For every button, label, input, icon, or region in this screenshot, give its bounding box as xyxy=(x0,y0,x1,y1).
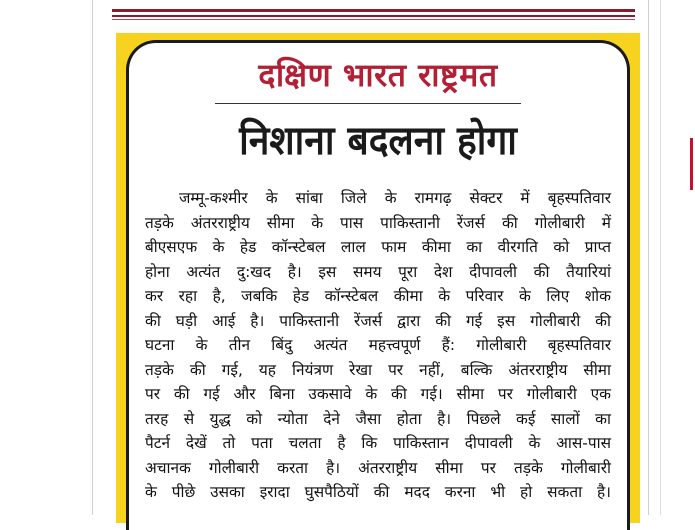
article-line: बीएसएफ के हेड कॉन्स्टेबल लाल फाम कीमा का वीरगति को प्राप्त xyxy=(145,238,611,256)
masthead-underline xyxy=(215,103,521,104)
article-line: की घड़ी आई है। पाकिस्तानी रेंजर्स द्वारा की गई इस गोलीबारी की xyxy=(145,311,611,330)
article-line: होना अत्यंत दु:खद है। इस समय पूरा देश दीपावली की तैयारियां xyxy=(145,262,611,281)
article-body xyxy=(145,186,611,505)
article-line: घटना के तीन बिंदु अत्यंत महत्त्वपूर्ण हैं: गोलीबारी बृहस्पतिवार xyxy=(145,336,611,354)
adjacent-column-accent xyxy=(690,138,693,190)
top-rule xyxy=(112,15,635,17)
top-rule xyxy=(112,9,635,12)
editorial-card xyxy=(126,40,630,530)
article-line: तड़के अंतरराष्ट्रीय सीमा के पास पाकिस्तानी रेंजर्स की गोलीबारी में xyxy=(145,213,611,232)
top-rule xyxy=(112,19,635,20)
article-line: अचानक गोलीबारी करता है। अंतरराष्ट्रीय सीमा पर तड़के गोलीबारी xyxy=(145,458,611,477)
headline: निशाना बदलना होगा xyxy=(239,118,517,164)
column-divider-left xyxy=(92,0,93,515)
article-line: के पीछे उसका इरादा घुसपैठियों की मदद करना भी हो सकता है। xyxy=(145,483,611,501)
column-divider-right xyxy=(648,0,649,515)
article-line: तड़के की गई, यह नियंत्रण रेखा पर नहीं, बल्कि अंतरराष्ट्रीय सीमा xyxy=(145,360,611,379)
masthead: दक्षिण भारत राष्ट्रमत xyxy=(258,56,498,94)
article-line: कर रहा है, जबकि हेड कॉन्स्टेबल कीमा के परिवार के लिए शोक xyxy=(145,287,611,305)
article-line: जम्मू-कश्मीर के सांबा जिले के रामगढ़ सेक्टर में बृहस्पतिवार xyxy=(179,189,611,207)
article-line: पैटर्न देखें तो पता चलता है कि पाकिस्तान दीपावली के आस-पास xyxy=(145,434,611,452)
article-line: तरह से युद्ध को न्योता देने जैसा होता है। पिछले कई सालों का xyxy=(145,409,611,428)
article-line: पर की गई और बिना उकसावे के की गई। सीमा पर गोलीबारी एक xyxy=(145,385,611,403)
column-divider-right xyxy=(660,0,661,515)
